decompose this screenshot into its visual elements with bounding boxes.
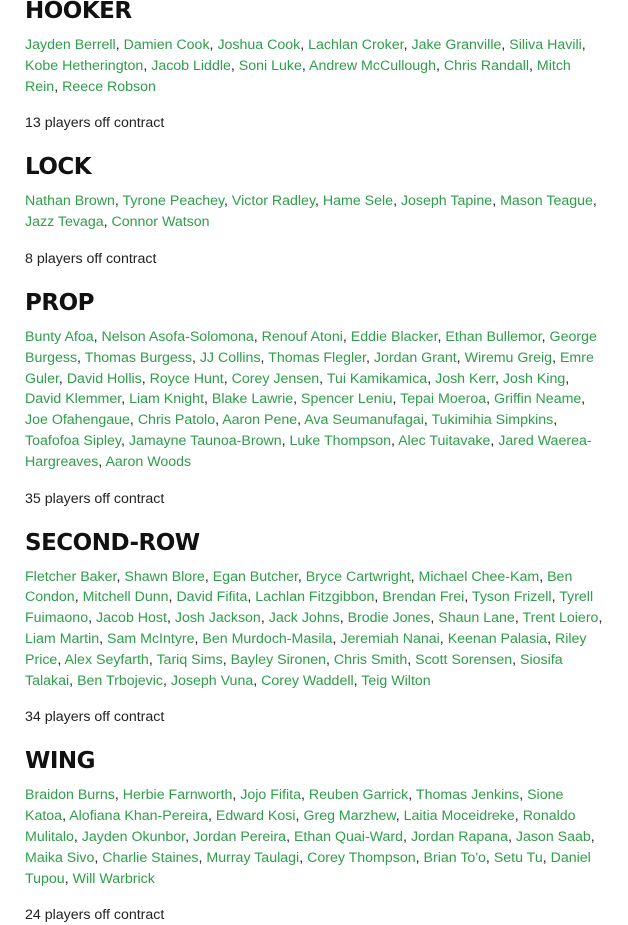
player-link[interactable]: Spencer Leniu: [301, 391, 393, 408]
list-separator: ,: [542, 849, 551, 866]
list-separator: ,: [492, 193, 501, 210]
position-section-lock: [25, 150, 607, 286]
position-section-wing: [25, 744, 607, 925]
position-heading: HOOKER: [25, 0, 132, 24]
player-link[interactable]: Victor Radley: [231, 193, 315, 210]
player-link[interactable]: Renouf Atoni: [261, 328, 343, 345]
list-separator: ,: [297, 568, 306, 585]
list-separator: ,: [326, 651, 334, 668]
player-link[interactable]: Corey Waddell: [261, 672, 354, 689]
player-link[interactable]: Thomas Burgess: [84, 349, 192, 366]
player-link[interactable]: Eddie Blacker: [350, 328, 438, 345]
player-link[interactable]: Michael Chee-Kam: [418, 568, 540, 585]
player-link[interactable]: Aaron Pene: [222, 412, 298, 429]
player-link[interactable]: Jack Johns: [268, 610, 340, 627]
player-link[interactable]: Jordan Pereira: [193, 828, 287, 845]
list-separator: ,: [247, 589, 256, 606]
player-link[interactable]: Reece Robson: [62, 78, 156, 95]
list-separator: ,: [490, 432, 499, 449]
player-link[interactable]: Teig Wilton: [361, 672, 431, 689]
player-link[interactable]: Toafofoa Sipley: [25, 432, 121, 449]
player-link[interactable]: Aaron Woods: [105, 453, 192, 470]
player-link[interactable]: Soni Luke: [238, 57, 302, 74]
list-separator: ,: [114, 787, 123, 804]
list-separator: ,: [374, 589, 383, 606]
player-list: [25, 327, 607, 473]
player-list: [25, 35, 607, 97]
player-link[interactable]: Ava Seumanufagai: [304, 412, 424, 429]
player-link[interactable]: Connor Watson: [111, 214, 210, 231]
player-link[interactable]: Jason Saab: [515, 828, 591, 845]
list-separator: ,: [230, 57, 239, 74]
list-separator: ,: [598, 610, 603, 627]
player-list: [25, 191, 607, 233]
list-separator: ,: [507, 828, 516, 845]
list-separator: ,: [253, 672, 262, 689]
list-separator: ,: [103, 214, 112, 231]
player-link[interactable]: Sione Katoa: [25, 787, 564, 825]
section-gap: [25, 509, 607, 526]
player-link[interactable]: Joshua Cook: [217, 37, 301, 53]
list-separator: ,: [485, 849, 494, 866]
list-separator: ,: [260, 610, 269, 627]
player-link[interactable]: Andrew McCullough: [309, 57, 436, 74]
list-separator: ,: [512, 651, 521, 668]
list-separator: ,: [88, 610, 96, 627]
player-link[interactable]: Keenan Palasia: [447, 630, 548, 647]
player-link[interactable]: Braidon Burns: [25, 787, 115, 804]
player-link[interactable]: Tepai Moeroa: [400, 391, 487, 408]
list-separator: ,: [148, 651, 157, 668]
player-link[interactable]: Alex Seyfarth: [64, 651, 149, 668]
list-separator: ,: [390, 432, 399, 449]
player-link[interactable]: Ben Trbojevic: [77, 672, 164, 689]
player-link[interactable]: Alofiana Khan-Pereira: [69, 808, 208, 825]
player-link[interactable]: Tyson Frizell: [471, 589, 552, 606]
list-separator: ,: [581, 391, 586, 408]
list-separator: ,: [529, 57, 537, 74]
section-gap: [25, 269, 607, 286]
list-separator: ,: [115, 37, 124, 53]
player-link[interactable]: Josh Kerr: [435, 370, 496, 387]
player-link[interactable]: Liam Martin: [25, 630, 100, 647]
player-link[interactable]: Bayley Sironen: [230, 651, 327, 668]
list-separator: ,: [439, 630, 448, 647]
player-link[interactable]: Jayden Berrell: [25, 37, 116, 53]
player-link[interactable]: Herbie Farnworth: [122, 787, 233, 804]
position-section-hooker: [25, 0, 607, 150]
player-link[interactable]: Ronaldo Mulitalo: [25, 808, 576, 845]
list-separator: ,: [342, 328, 351, 345]
player-link[interactable]: Thomas Jenkins: [415, 787, 520, 804]
player-link[interactable]: George Burgess: [25, 328, 597, 366]
list-separator: ,: [395, 808, 404, 825]
player-link[interactable]: Corey Jensen: [231, 370, 320, 387]
list-separator: ,: [215, 412, 223, 429]
list-separator: ,: [198, 849, 207, 866]
position-sections: [25, 0, 607, 925]
list-separator: ,: [514, 808, 523, 825]
off-contract-count: 8 players off contract: [25, 250, 157, 267]
player-link[interactable]: Bryce Cartwright: [305, 568, 411, 585]
list-separator: ,: [58, 370, 67, 387]
player-link[interactable]: Lachlan Croker: [308, 37, 404, 53]
player-link[interactable]: Trent Loiero: [522, 610, 599, 627]
player-link[interactable]: Jacob Liddle: [151, 57, 231, 74]
position-heading: SECOND-ROW: [25, 529, 200, 556]
position-heading: PROP: [25, 289, 94, 316]
section-gap: [25, 727, 607, 744]
list-separator: ,: [204, 568, 213, 585]
list-separator: ,: [209, 37, 218, 53]
off-contract-count: 35 players off contract: [25, 490, 165, 507]
list-separator: ,: [501, 37, 510, 53]
section-gap: [25, 133, 607, 150]
list-separator: ,: [393, 193, 401, 210]
list-separator: ,: [77, 349, 85, 366]
list-separator: ,: [191, 349, 200, 366]
player-list: [25, 567, 607, 692]
player-link[interactable]: Egan Butcher: [212, 568, 298, 585]
list-separator: ,: [129, 412, 138, 429]
player-link[interactable]: Tyrell Fuimaono: [25, 589, 594, 627]
list-separator: ,: [423, 412, 432, 429]
list-separator: ,: [539, 568, 548, 585]
player-link[interactable]: Maika Sivo: [25, 849, 95, 866]
list-separator: ,: [464, 589, 472, 606]
list-separator: ,: [486, 391, 495, 408]
list-separator: ,: [185, 828, 193, 845]
off-contract-count: 24 players off contract: [25, 907, 165, 924]
list-separator: ,: [121, 391, 130, 408]
player-link[interactable]: Brendan Frei: [382, 589, 465, 606]
player-link[interactable]: Alec Tuitavake: [398, 432, 491, 449]
position-heading: LOCK: [25, 154, 92, 181]
list-separator: ,: [552, 349, 560, 366]
list-separator: ,: [281, 432, 290, 449]
player-link[interactable]: Setu Tu: [493, 849, 543, 866]
player-link[interactable]: Luke Thompson: [289, 432, 391, 449]
player-link[interactable]: Jacob Host: [95, 610, 167, 627]
list-separator: ,: [98, 453, 106, 470]
list-separator: ,: [314, 193, 323, 210]
list-separator: ,: [565, 370, 570, 387]
player-link[interactable]: Tariq Sims: [156, 651, 223, 668]
player-link[interactable]: Lachlan Fitzgibbon: [255, 589, 375, 606]
player-list: [25, 785, 607, 889]
player-link[interactable]: Nathan Brown: [25, 193, 115, 210]
list-separator: ,: [57, 651, 65, 668]
list-separator: ,: [143, 57, 152, 74]
player-link[interactable]: Josh King: [502, 370, 566, 387]
list-separator: ,: [300, 37, 309, 53]
player-link[interactable]: Jake Granville: [411, 37, 502, 53]
list-separator: ,: [232, 787, 241, 804]
player-link[interactable]: JJ Collins: [199, 349, 261, 366]
list-separator: ,: [62, 808, 70, 825]
list-separator: ,: [114, 193, 123, 210]
player-link[interactable]: Damien Cook: [123, 37, 210, 53]
player-link[interactable]: Ethan Bullemor: [445, 328, 542, 345]
player-link[interactable]: Jazz Tevaga: [25, 214, 104, 231]
player-link[interactable]: Edward Kosi: [215, 808, 296, 825]
player-link[interactable]: Jordan Rapana: [410, 828, 508, 845]
list-separator: ,: [495, 370, 503, 387]
list-separator: ,: [94, 849, 103, 866]
list-separator: ,: [592, 193, 597, 210]
player-link[interactable]: Tyrone Peachey: [122, 193, 225, 210]
list-separator: ,: [332, 630, 341, 647]
list-separator: ,: [163, 672, 171, 689]
list-separator: ,: [319, 370, 327, 387]
player-link[interactable]: Liam Knight: [129, 391, 205, 408]
list-separator: ,: [116, 568, 125, 585]
list-separator: ,: [204, 391, 212, 408]
player-link[interactable]: Chris Patolo: [137, 412, 216, 429]
list-separator: ,: [64, 870, 73, 887]
list-separator: ,: [392, 391, 401, 408]
player-link[interactable]: Sam McIntyre: [107, 630, 195, 647]
player-link[interactable]: Shawn Blore: [124, 568, 205, 585]
player-link[interactable]: Laitia Moceidreke: [403, 808, 515, 825]
list-separator: ,: [590, 828, 595, 845]
list-separator: ,: [295, 808, 304, 825]
player-link[interactable]: Kobe Hetherington: [25, 57, 144, 74]
list-separator: ,: [222, 651, 231, 668]
player-link[interactable]: Jeremiah Nanai: [340, 630, 440, 647]
list-separator: ,: [73, 828, 82, 845]
player-link[interactable]: Bunty Afoa: [25, 328, 94, 345]
list-separator: ,: [208, 808, 216, 825]
list-separator: ,: [551, 589, 560, 606]
player-link[interactable]: Joe Ofahengaue: [25, 412, 130, 429]
list-separator: ,: [514, 610, 523, 627]
player-link[interactable]: Brodie Jones: [347, 610, 431, 627]
list-separator: ,: [415, 849, 424, 866]
list-separator: ,: [99, 630, 108, 647]
list-separator: ,: [301, 787, 309, 804]
player-link[interactable]: Ben Condon: [25, 568, 573, 606]
player-link[interactable]: Reuben Garrick: [308, 787, 409, 804]
list-separator: ,: [54, 78, 63, 95]
player-link[interactable]: Ethan Quai-Ward: [293, 828, 404, 845]
list-separator: ,: [553, 412, 558, 429]
off-contract-count: 34 players off contract: [25, 709, 165, 726]
list-separator: ,: [194, 630, 203, 647]
list-separator: ,: [437, 328, 446, 345]
player-link[interactable]: David Fifita: [176, 589, 248, 606]
list-separator: ,: [541, 328, 550, 345]
player-link[interactable]: Siliva Havili: [509, 37, 582, 53]
list-separator: ,: [456, 349, 465, 366]
list-separator: ,: [430, 610, 439, 627]
list-separator: ,: [260, 349, 269, 366]
player-link[interactable]: Josh Jackson: [174, 610, 261, 627]
position-heading: WING: [25, 748, 96, 775]
player-link[interactable]: Tui Kamikamica: [326, 370, 428, 387]
list-separator: ,: [69, 672, 78, 689]
player-link[interactable]: Corey Thompson: [307, 849, 416, 866]
player-link[interactable]: Griffin Neame: [494, 391, 582, 408]
player-link[interactable]: Joseph Vuna: [170, 672, 254, 689]
list-separator: ,: [141, 370, 150, 387]
player-link[interactable]: Greg Marzhew: [303, 808, 396, 825]
player-link[interactable]: Wiremu Greig: [464, 349, 553, 366]
list-separator: ,: [168, 589, 177, 606]
list-separator: ,: [297, 412, 305, 429]
list-separator: ,: [581, 37, 586, 53]
player-link[interactable]: Shaun Lane: [438, 610, 515, 627]
player-link[interactable]: Scott Sorensen: [415, 651, 513, 668]
player-link[interactable]: Tukimihia Simpkins: [431, 412, 554, 429]
article-body: [25, 0, 607, 925]
player-link[interactable]: Mitchell Dunn: [82, 589, 169, 606]
list-separator: ,: [435, 57, 444, 74]
player-link[interactable]: Jamayne Taunoa-Brown: [128, 432, 282, 449]
list-separator: ,: [301, 57, 309, 74]
list-separator: ,: [519, 787, 528, 804]
player-link[interactable]: Emre Guler: [25, 349, 594, 387]
player-link[interactable]: Nelson Asofa-Solomona: [101, 328, 254, 345]
list-separator: ,: [224, 193, 232, 210]
player-link[interactable]: Hame Sele: [322, 193, 394, 210]
player-link[interactable]: Will Warbrick: [72, 870, 155, 887]
off-contract-count: 13 players off contract: [25, 115, 165, 132]
position-section-prop: [25, 286, 607, 526]
player-link[interactable]: Ben Murdoch-Masila: [202, 630, 333, 647]
position-section-second-row: [25, 526, 607, 745]
list-separator: ,: [74, 589, 83, 606]
list-separator: ,: [403, 828, 411, 845]
player-link[interactable]: David Klemmer: [25, 391, 122, 408]
player-link[interactable]: Blake Lawrie: [211, 391, 294, 408]
player-link[interactable]: Thomas Flegler: [268, 349, 366, 366]
player-link[interactable]: Siosifa Talakai: [25, 651, 563, 689]
player-link[interactable]: Royce Hunt: [149, 370, 224, 387]
player-link[interactable]: Brian To'o: [423, 849, 486, 866]
list-separator: ,: [427, 370, 436, 387]
player-link[interactable]: David Hollis: [66, 370, 142, 387]
list-separator: ,: [93, 328, 102, 345]
player-link[interactable]: Jayden Okunbor: [81, 828, 186, 845]
list-separator: ,: [339, 610, 348, 627]
player-link[interactable]: Joseph Tapine: [400, 193, 493, 210]
list-separator: ,: [408, 787, 416, 804]
player-link[interactable]: Mason Teague: [500, 193, 593, 210]
player-link[interactable]: Chris Randall: [443, 57, 530, 74]
player-link[interactable]: Murray Taulagi: [206, 849, 300, 866]
list-separator: ,: [299, 849, 308, 866]
player-link[interactable]: Riley Price: [25, 630, 587, 668]
list-separator: ,: [410, 568, 419, 585]
list-separator: ,: [223, 370, 232, 387]
list-separator: ,: [166, 610, 175, 627]
list-separator: ,: [407, 651, 416, 668]
list-separator: ,: [120, 432, 129, 449]
list-separator: ,: [253, 328, 262, 345]
player-link[interactable]: Jared Waerea-Hargreaves: [25, 432, 592, 470]
list-separator: ,: [547, 630, 555, 647]
list-separator: ,: [293, 391, 302, 408]
list-separator: ,: [403, 37, 412, 53]
player-link[interactable]: Daniel Tupou: [25, 849, 591, 887]
player-link[interactable]: Jordan Grant: [373, 349, 457, 366]
list-separator: ,: [286, 828, 294, 845]
list-separator: ,: [353, 672, 362, 689]
player-link[interactable]: Fletcher Baker: [25, 568, 117, 585]
player-link[interactable]: Charlie Staines: [102, 849, 199, 866]
player-link[interactable]: Chris Smith: [333, 651, 408, 668]
player-link[interactable]: Jojo Fifita: [240, 787, 302, 804]
player-link[interactable]: Mitch Rein: [25, 57, 571, 95]
list-separator: ,: [365, 349, 374, 366]
